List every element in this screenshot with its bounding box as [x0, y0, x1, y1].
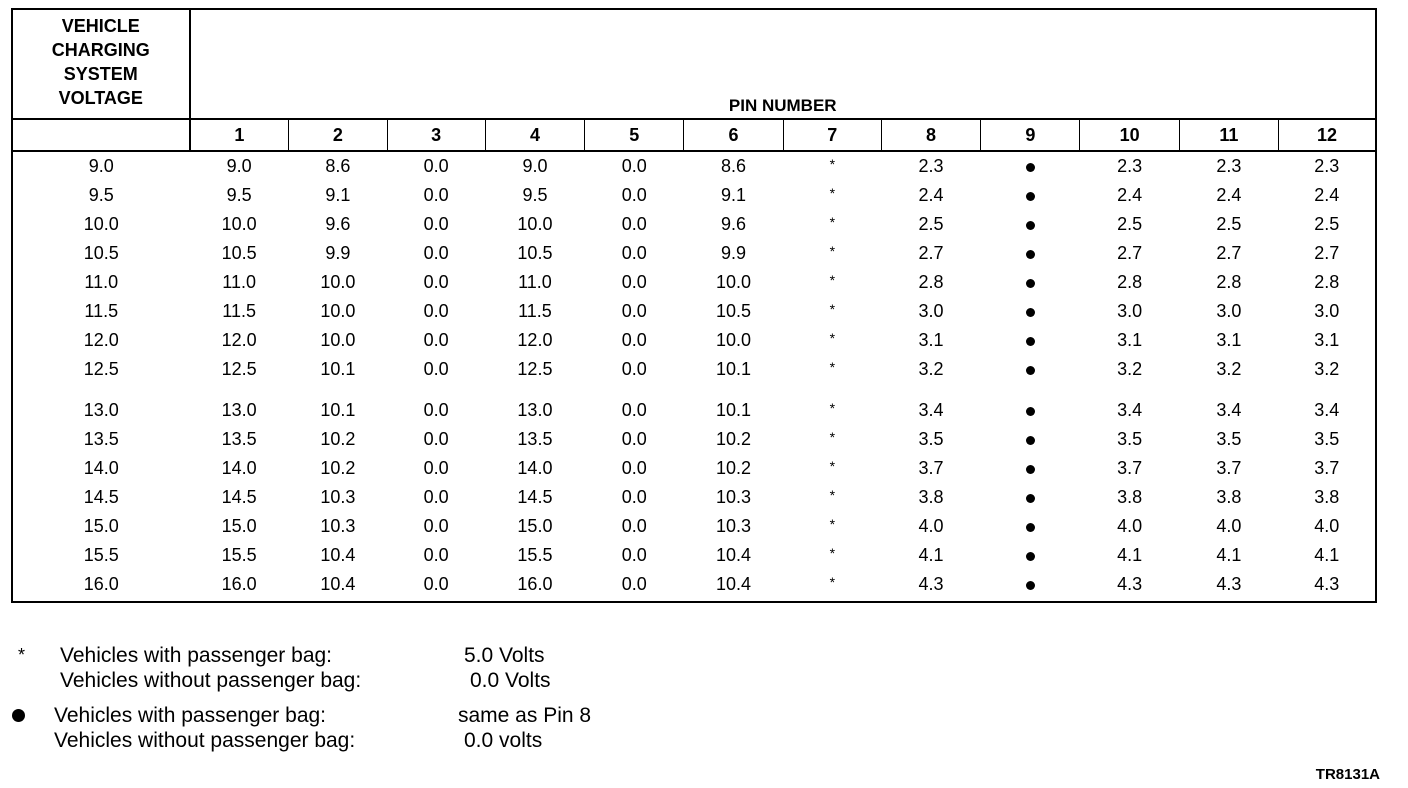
pin-header-4: 4 — [485, 119, 584, 151]
pin-value-cell: 16.0 — [221, 574, 257, 594]
pin-value-cell: 0.0 — [621, 156, 647, 176]
dot-icon — [981, 210, 1080, 239]
pin-value-cell: 2.7 — [1216, 243, 1242, 263]
note-without-bag-label: Vehicles without passenger bag: — [54, 729, 356, 752]
pin-value-cell: 9.0 — [226, 156, 252, 176]
note-with-bag-value: 5.0 Volts — [464, 644, 545, 667]
pin-value-cell: 15.5 — [221, 545, 257, 565]
pin-value-cell: 3.8 — [1117, 487, 1143, 507]
pin-header-2: 2 — [289, 119, 387, 151]
asterisk-cell: * — [829, 458, 836, 474]
voltage-cell: 10.0 — [83, 214, 119, 234]
pin-value-cell: 14.5 — [517, 487, 553, 507]
voltage-cell: 13.5 — [83, 429, 119, 449]
dot-icon — [981, 512, 1080, 541]
dot-icon — [981, 541, 1080, 570]
dot-icon — [981, 425, 1080, 454]
pin-value-cell: 0.0 — [423, 516, 449, 536]
asterisk-cell: * — [829, 185, 836, 201]
voltage-cell: 11.5 — [84, 301, 119, 321]
pin-value-cell: 11.0 — [222, 272, 256, 292]
pin-value-cell: 2.7 — [1117, 243, 1143, 263]
pin-value-cell: 9.9 — [721, 243, 747, 263]
dot-icon — [981, 181, 1080, 210]
pin-value-cell: 10.0 — [320, 301, 356, 321]
pin-header-8: 8 — [881, 119, 980, 151]
table-row — [12, 181, 1376, 210]
pin-value-cell: 0.0 — [423, 214, 449, 234]
note-without-bag-value: 0.0 Volts — [470, 669, 551, 692]
table-row — [12, 355, 1376, 384]
pin-value-cell: 10.3 — [320, 516, 356, 536]
pin-value-cell: 0.0 — [621, 272, 647, 292]
pin-value-cell: 0.0 — [621, 359, 647, 379]
pin-row-blank-cell — [12, 119, 190, 151]
pin-value-cell: 3.8 — [1314, 487, 1340, 507]
pin-value-cell: 10.4 — [320, 545, 356, 565]
pin-value-cell: 2.3 — [1117, 156, 1143, 176]
pin-value-cell: 3.5 — [918, 429, 944, 449]
pin-value-cell: 2.3 — [918, 156, 944, 176]
pin-value-cell: 0.0 — [423, 243, 449, 263]
pin-value-cell: 15.5 — [517, 545, 553, 565]
pin-value-cell: 3.1 — [1314, 330, 1340, 350]
pin-value-cell: 2.5 — [1314, 214, 1340, 234]
pin-value-cell: 12.0 — [221, 330, 257, 350]
pin-value-cell: 10.5 — [517, 243, 553, 263]
asterisk-cell: * — [829, 330, 836, 346]
pin-value-cell: 3.7 — [1117, 458, 1143, 478]
pin-value-cell: 3.5 — [1216, 429, 1242, 449]
dot-icon — [981, 268, 1080, 297]
table-row — [12, 454, 1376, 483]
pin-value-cell: 14.0 — [517, 458, 553, 478]
asterisk-symbol: * — [18, 645, 26, 665]
pin-value-cell: 9.6 — [325, 214, 351, 234]
table-row — [12, 326, 1376, 355]
asterisk-cell: * — [829, 545, 836, 561]
note-with-bag-value: same as Pin 8 — [458, 704, 592, 727]
asterisk-cell: * — [829, 359, 836, 375]
voltage-cell: 13.0 — [83, 400, 119, 420]
pin-value-cell: 0.0 — [621, 301, 647, 321]
pin-value-cell: 10.0 — [715, 272, 752, 292]
pin-value-cell: 3.5 — [1314, 429, 1340, 449]
pin-value-cell: 8.6 — [325, 156, 351, 176]
table-body — [12, 151, 1376, 602]
pin-value-cell: 3.7 — [1314, 458, 1340, 478]
pin-value-cell: 11.0 — [518, 272, 552, 292]
pin-value-cell: 3.0 — [1216, 301, 1242, 321]
voltage-cell: 14.5 — [83, 487, 119, 507]
asterisk-cell: * — [829, 400, 836, 416]
pin-value-cell: 2.5 — [1117, 214, 1143, 234]
pin-value-cell: 10.1 — [715, 400, 752, 420]
pin-value-cell: 9.6 — [721, 214, 747, 234]
pin-value-cell: 0.0 — [621, 516, 647, 536]
pin-voltage-table — [11, 8, 1377, 603]
pin-value-cell: 0.0 — [621, 214, 647, 234]
asterisk-cell: * — [829, 516, 836, 532]
pin-value-cell: 9.1 — [325, 185, 351, 205]
asterisk-cell: * — [829, 487, 836, 503]
asterisk-cell: * — [829, 301, 836, 317]
pin-value-cell: 15.0 — [517, 516, 553, 536]
pin-value-cell: 10.1 — [320, 359, 356, 379]
note-with-bag-label: Vehicles with passenger bag: — [60, 644, 333, 667]
pin-value-cell: 2.5 — [1216, 214, 1242, 234]
pin-value-cell: 2.8 — [1216, 272, 1242, 292]
pin-value-cell: 0.0 — [621, 574, 647, 594]
pin-value-cell: 10.2 — [715, 458, 752, 478]
pin-value-cell: 3.7 — [1216, 458, 1242, 478]
pin-value-cell: 4.3 — [1117, 574, 1143, 594]
table-row — [12, 425, 1376, 454]
pin-value-cell: 9.0 — [522, 156, 548, 176]
pin-value-cell: 4.0 — [918, 516, 944, 536]
footnote-star — [18, 643, 718, 695]
table-row — [12, 297, 1376, 326]
pin-value-cell: 3.4 — [918, 400, 944, 420]
pin-value-cell: 3.1 — [1117, 330, 1143, 350]
voltage-cell: 15.5 — [83, 545, 119, 565]
dot-icon — [981, 355, 1080, 384]
pin-value-cell: 12.5 — [221, 359, 257, 379]
pin-header-1: 1 — [190, 119, 289, 151]
pin-value-cell: 4.0 — [1314, 516, 1340, 536]
pin-value-cell: 4.0 — [1117, 516, 1143, 536]
pin-value-cell: 3.5 — [1117, 429, 1143, 449]
pin-value-cell: 0.0 — [423, 574, 449, 594]
pin-value-cell: 10.4 — [715, 574, 752, 594]
pin-header-10: 10 — [1080, 119, 1179, 151]
table-row — [12, 483, 1376, 512]
pin-value-cell: 8.6 — [721, 156, 747, 176]
pin-value-cell: 10.0 — [715, 330, 752, 350]
pin-header-9: 9 — [981, 119, 1080, 151]
figure-id: TR8131A — [1315, 766, 1380, 783]
pin-number-header: PIN NUMBER — [190, 9, 1377, 119]
table-row — [12, 210, 1376, 239]
pin-value-cell: 0.0 — [423, 400, 449, 420]
pin-value-cell: 10.0 — [320, 330, 356, 350]
pin-header-3: 3 — [387, 119, 485, 151]
dot-icon — [981, 483, 1080, 512]
pin-value-cell: 10.0 — [517, 214, 553, 234]
voltage-cell: 11.0 — [84, 272, 119, 292]
dot-icon — [981, 570, 1080, 602]
table-row — [12, 384, 1376, 425]
table-row — [12, 512, 1376, 541]
pin-header-12: 12 — [1279, 119, 1376, 151]
pin-value-cell: 13.0 — [517, 400, 553, 420]
pin-value-cell: 10.3 — [320, 487, 356, 507]
pin-value-cell: 9.1 — [721, 185, 747, 205]
asterisk-cell: * — [829, 156, 836, 172]
pin-value-cell: 0.0 — [423, 359, 449, 379]
pin-value-cell: 2.7 — [918, 243, 944, 263]
voltage-cell: 9.5 — [88, 185, 114, 205]
pin-header-11: 11 — [1179, 119, 1278, 151]
pin-value-cell: 2.8 — [1117, 272, 1143, 292]
table-row — [12, 268, 1376, 297]
pin-value-cell: 3.2 — [918, 359, 944, 379]
pin-value-cell: 10.0 — [221, 214, 257, 234]
pin-value-cell: 15.0 — [221, 516, 257, 536]
pin-value-cell: 3.0 — [918, 301, 944, 321]
pin-value-cell: 0.0 — [423, 487, 449, 507]
pin-value-cell: 10.4 — [320, 574, 356, 594]
pin-value-cell: 10.2 — [320, 458, 356, 478]
voltage-cell: 14.0 — [83, 458, 119, 478]
pin-value-cell: 0.0 — [423, 185, 449, 205]
pin-value-cell: 2.3 — [1216, 156, 1242, 176]
pin-value-cell: 3.0 — [1314, 301, 1340, 321]
asterisk-cell: * — [829, 214, 836, 230]
pin-value-cell: 3.8 — [918, 487, 944, 507]
pin-value-cell: 0.0 — [621, 330, 647, 350]
pin-value-cell: 10.5 — [715, 301, 752, 321]
pin-value-cell: 0.0 — [423, 301, 449, 321]
pin-value-cell: 2.4 — [1314, 185, 1340, 205]
pin-value-cell: 11.5 — [518, 301, 552, 321]
table-row — [12, 541, 1376, 570]
dot-icon — [981, 239, 1080, 268]
asterisk-cell: * — [829, 272, 836, 288]
pin-number-row — [12, 119, 1376, 151]
pin-value-cell: 9.5 — [226, 185, 252, 205]
pin-value-cell: 3.1 — [1216, 330, 1242, 350]
pin-value-cell: 3.2 — [1216, 359, 1242, 379]
asterisk-cell: * — [829, 243, 836, 259]
pin-header-6: 6 — [684, 119, 783, 151]
table-row — [12, 239, 1376, 268]
pin-value-cell: 2.4 — [918, 185, 944, 205]
pin-value-cell: 3.0 — [1117, 301, 1143, 321]
pin-value-cell: 3.7 — [918, 458, 944, 478]
pin-value-cell: 0.0 — [621, 429, 647, 449]
pin-value-cell: 3.2 — [1314, 359, 1340, 379]
pin-value-cell: 4.3 — [1314, 574, 1340, 594]
pin-value-cell: 0.0 — [621, 487, 647, 507]
dot-icon — [981, 151, 1080, 181]
pin-value-cell: 0.0 — [621, 400, 647, 420]
pin-value-cell: 13.5 — [517, 429, 553, 449]
note-without-bag-value: 0.0 volts — [464, 729, 543, 752]
footnote-dot — [12, 703, 712, 755]
pin-value-cell: 10.3 — [715, 516, 752, 536]
pin-value-cell: 9.5 — [522, 185, 548, 205]
pin-value-cell: 3.2 — [1117, 359, 1143, 379]
pin-value-cell: 10.1 — [715, 359, 752, 379]
pin-value-cell: 4.1 — [1216, 545, 1242, 565]
pin-value-cell: 9.9 — [325, 243, 351, 263]
pin-value-cell: 10.3 — [715, 487, 752, 507]
pin-value-cell: 11.5 — [222, 301, 256, 321]
pin-header-5: 5 — [585, 119, 684, 151]
pin-value-cell: 10.4 — [715, 545, 752, 565]
pin-value-cell: 4.3 — [1216, 574, 1242, 594]
dot-icon — [981, 326, 1080, 355]
pin-value-cell: 0.0 — [621, 243, 647, 263]
pin-value-cell: 4.1 — [1117, 545, 1143, 565]
voltage-cell: 15.0 — [83, 516, 119, 536]
pin-value-cell: 0.0 — [423, 272, 449, 292]
pin-value-cell: 0.0 — [621, 458, 647, 478]
voltage-column-header: VEHICLE CHARGING SYSTEM VOLTAGE — [12, 9, 190, 119]
pin-value-cell: 0.0 — [423, 458, 449, 478]
note-with-bag-label: Vehicles with passenger bag: — [54, 704, 327, 727]
asterisk-cell: * — [829, 429, 836, 445]
pin-value-cell: 2.4 — [1117, 185, 1143, 205]
pin-value-cell: 13.5 — [221, 429, 257, 449]
pin-value-cell: 3.4 — [1117, 400, 1143, 420]
pin-value-cell: 2.8 — [1314, 272, 1340, 292]
voltage-cell: 9.0 — [88, 156, 114, 176]
dot-icon — [981, 384, 1080, 425]
pin-value-cell: 10.2 — [320, 429, 356, 449]
pin-value-cell: 14.5 — [221, 487, 257, 507]
note-without-bag-label: Vehicles without passenger bag: — [60, 669, 362, 692]
pin-value-cell: 13.0 — [221, 400, 257, 420]
pin-value-cell: 4.1 — [1314, 545, 1340, 565]
table-row — [12, 570, 1376, 602]
pin-value-cell: 4.3 — [918, 574, 944, 594]
table-row — [12, 151, 1376, 181]
voltage-cell: 10.5 — [83, 243, 119, 263]
pin-value-cell: 12.5 — [517, 359, 553, 379]
pin-value-cell: 0.0 — [423, 545, 449, 565]
dot-icon — [981, 297, 1080, 326]
pin-value-cell: 4.1 — [918, 545, 944, 565]
pin-value-cell: 0.0 — [423, 156, 449, 176]
pin-value-cell: 2.4 — [1216, 185, 1242, 205]
voltage-cell: 12.5 — [83, 359, 119, 379]
pin-value-cell: 3.4 — [1314, 400, 1340, 420]
pin-value-cell: 0.0 — [621, 545, 647, 565]
pin-value-cell: 2.8 — [918, 272, 944, 292]
pin-value-cell: 12.0 — [517, 330, 553, 350]
pin-value-cell: 4.0 — [1216, 516, 1242, 536]
dot-icon — [981, 454, 1080, 483]
pin-value-cell: 3.8 — [1216, 487, 1242, 507]
pin-value-cell: 0.0 — [621, 185, 647, 205]
pin-value-cell: 10.2 — [715, 429, 752, 449]
pin-value-cell: 2.5 — [918, 214, 944, 234]
pin-value-cell: 14.0 — [221, 458, 257, 478]
pin-value-cell: 10.0 — [320, 272, 356, 292]
pin-value-cell: 3.4 — [1216, 400, 1242, 420]
pin-value-cell: 0.0 — [423, 330, 449, 350]
pin-header-7: 7 — [783, 119, 881, 151]
voltage-cell: 12.0 — [83, 330, 119, 350]
pin-value-cell: 10.5 — [221, 243, 257, 263]
pin-value-cell: 2.3 — [1314, 156, 1340, 176]
bullet-dot-icon — [12, 703, 36, 728]
pin-value-cell: 3.1 — [918, 330, 944, 350]
voltage-cell: 16.0 — [83, 574, 119, 594]
pin-value-cell: 10.1 — [320, 400, 356, 420]
pin-value-cell: 16.0 — [517, 574, 553, 594]
pin-value-cell: 0.0 — [423, 429, 449, 449]
asterisk-cell: * — [829, 574, 836, 590]
pin-value-cell: 2.7 — [1314, 243, 1340, 263]
